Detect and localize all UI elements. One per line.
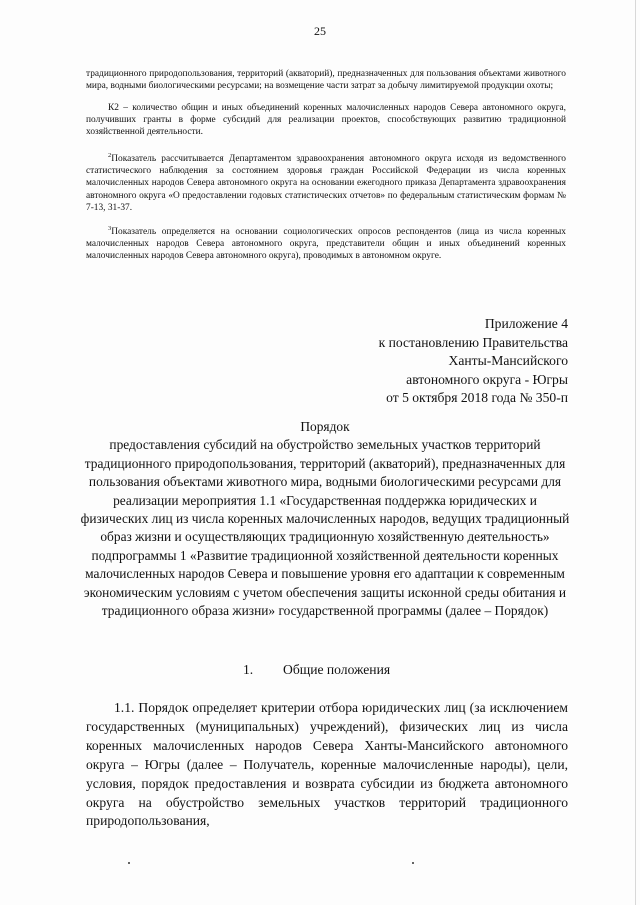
footnote-2-mark: 2 — [108, 151, 112, 159]
indicator-k2-text: К2 – количество общин и иных объединений коренных малочисленных народов Севера автономного округа, получивших гранты в форме субсидий для реализации проектов, способствующих развитию традиционной хозяйственной деятельности. — [86, 103, 566, 138]
footnote-3-text: Показатель определяется на основании социологических опросов респондентов (лица из числа коренных малочисленных народов Севера автономного округа, представители общин и иных объединений коренных малочисленных народов Севера автономного округа), проводимых в автономном округе. — [86, 227, 566, 262]
title-heading: Порядок — [300, 419, 350, 434]
continued-text — [86, 68, 566, 92]
scan-edge — [635, 0, 636, 905]
section-number: 1. — [243, 662, 254, 677]
appendix-line-5: от 5 октября 2018 года № 350-п — [386, 390, 568, 406]
scan-speck — [128, 862, 130, 864]
scan-speck — [412, 862, 414, 864]
body-text — [86, 699, 568, 831]
appendix-line-1: Приложение 4 — [484, 316, 568, 331]
appendix-line-2: к постановлению Правительства — [378, 334, 568, 350]
title-text: предоставления субсидий на обустройство земельных участков территорий традиционного природопользования, территорий (акваторий), предназначенных для пользования объектами животного мира, водными биологическими ресурсами для реализации мероприятия 1.1 «Государственная поддержка юридических и физических лиц из числа коренных малочисленных народов, ведущих традиционный образ жизни и осуществляющих традиционную хозяйственную деятельность» подпрограммы 1 «Развитие традиционной хозяйственной деятельности коренных малочисленных народов Севера и повышение уровня его адаптации к современным экономическим условиям с учетом обеспечения защиты исконной среды обитания и традиционного образа жизни» государственной программы (далее – Порядок) — [80, 437, 570, 619]
appendix-line-3: Ханты-Мансийского — [448, 353, 568, 369]
page-number: 25 — [314, 24, 326, 38]
appendix-line-4: автономного округа - Югры — [406, 371, 568, 387]
footnote-3-mark: 3 — [108, 224, 112, 232]
footnote-2 — [86, 153, 566, 214]
document-title — [80, 418, 570, 620]
continued-paragraph: традиционного природопользования, территорий (акваторий), предназначенных для пользования объектами животного мира, водными биологическими ресурсами; на возмещение части затрат за добычу лимитируемой продукции охоты; — [86, 69, 566, 92]
section-name: Общие положения — [283, 662, 391, 677]
paragraph-1-1: 1.1. Порядок определяет критерии отбора юридических лиц (за исключением государственных (муниципальных) учреждений), физических лиц из числа коренных малочисленных народов Севера Ханты-Мансийского автономного округа – Югры (далее – Получатель, коренные малочисленные народы), цели, условия, порядок предоставления и возврата субсидии из бюджета автономного округа на обустройство земельных участков территорий традиционного природопользования, — [86, 700, 568, 829]
footnote-2-text: Показатель рассчитывается Департаментом здравоохранения автономного округа исходя из ведомственного статистического наблюдения за состоянием здоровья граждан Российской Федерации из числа коренных малочисленных народов Севера автономного округа на основании ежегодного приказа Департамента здравоохранения автономного округа «О предоставлении годовых статистических отчетов» по федеральным статистическим формам № 7-13, 31-37. — [86, 154, 566, 213]
indicator-k2 — [86, 102, 566, 139]
footnote-3 — [86, 226, 566, 263]
appendix-heading — [379, 315, 568, 408]
